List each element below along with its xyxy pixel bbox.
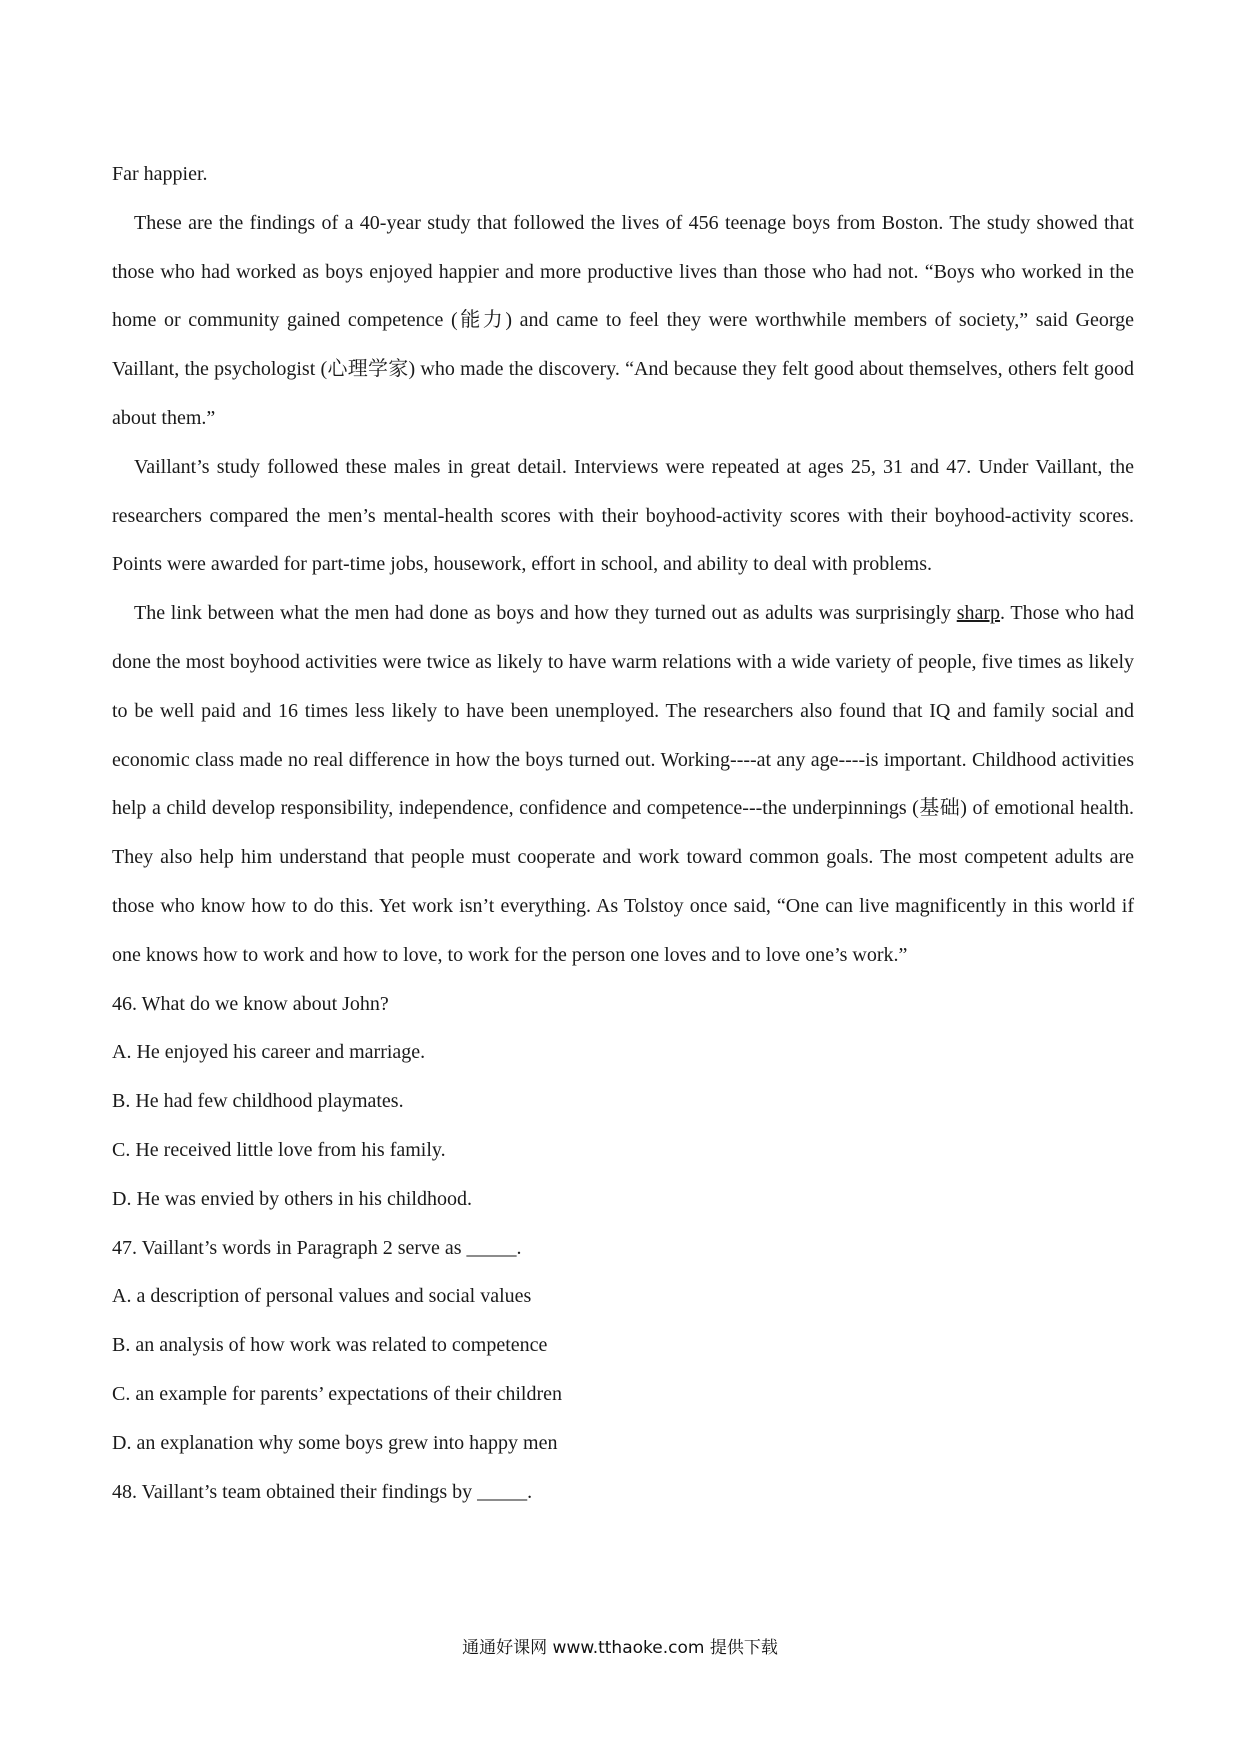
question-47-option-c: C. an example for parents’ expectations of their children	[112, 1382, 563, 1405]
question-46-option-c: C. He received little love from his family.	[112, 1138, 446, 1161]
page-footer: 通通好课网 www.tthaoke.com 提供下载	[462, 1638, 778, 1658]
question-47-stem: 47. Vaillant’s words in Paragraph 2 serve as _____.	[112, 1236, 522, 1259]
paragraph-study-findings: These are the findings of a 40-year study that followed the lives of 456 teenage boys from Boston. The study showed that those who had worked as boys enjoyed happier and more productive lives than those who had not. “Boys who worked in the home or community gained competence (能力) and came to feel they were worthwhile members of society,” said George Vaillant, the psychologist (心理学家) who made the discovery. “And because they felt good about themselves, others felt good about them.”	[112, 211, 1134, 429]
paragraph-link-text-start: The link between what the men had done as boys and how they turned out as adults was surprisingly	[134, 602, 957, 625]
question-48-stem: 48. Vaillant’s team obtained their findings by _____.	[112, 1480, 533, 1503]
document-body	[112, 150, 1134, 1516]
underlined-word-sharp: sharp	[956, 602, 1001, 625]
question-47-option-a: A. a description of personal values and social values	[112, 1285, 532, 1308]
paragraph-link-text-end: . Those who had done the most boyhood activities were twice as likely to have warm relations with a wide variety of people, five times as likely to be well paid and 16 times less likely to have been unemployed. The researchers also found that IQ and family social and economic class made no real difference in how the boys turned out. Working----at any age----is important. Childhood activities help a child develop responsibility, independence, confidence and competence---the underpinnings (基础) of emotional health. They also help him understand that people must cooperate and work toward common goals. The most competent adults are those who know how to do this. Yet work isn’t everything. As Tolstoy once said, “One can live magnificently in this world if one knows how to work and how to love, to work for the person one loves and to love one’s work.”	[112, 602, 1135, 966]
opening-line: Far happier.	[112, 163, 208, 185]
question-47-option-b: B. an analysis of how work was related to competence	[112, 1334, 548, 1357]
question-46-stem: 46. What do we know about John?	[112, 992, 389, 1015]
question-46-option-b: B. He had few childhood playmates.	[112, 1090, 404, 1113]
question-47-option-d: D. an explanation why some boys grew into happy men	[112, 1431, 558, 1454]
paragraph-study-method: Vaillant’s study followed these males in great detail. Interviews were repeated at ages 25, 31 and 47. Under Vaillant, the researchers compared the men’s mental-health scores with their boyhood-activity scores with their boyhood-activity scores. Points were awarded for part-time jobs, housework, effort in school, and ability to deal with problems.	[112, 455, 1134, 576]
paragraph-link-results	[112, 589, 1134, 979]
question-46-option-d: D. He was envied by others in his childhood.	[112, 1187, 472, 1210]
question-46-option-a: A. He enjoyed his career and marriage.	[112, 1041, 426, 1064]
